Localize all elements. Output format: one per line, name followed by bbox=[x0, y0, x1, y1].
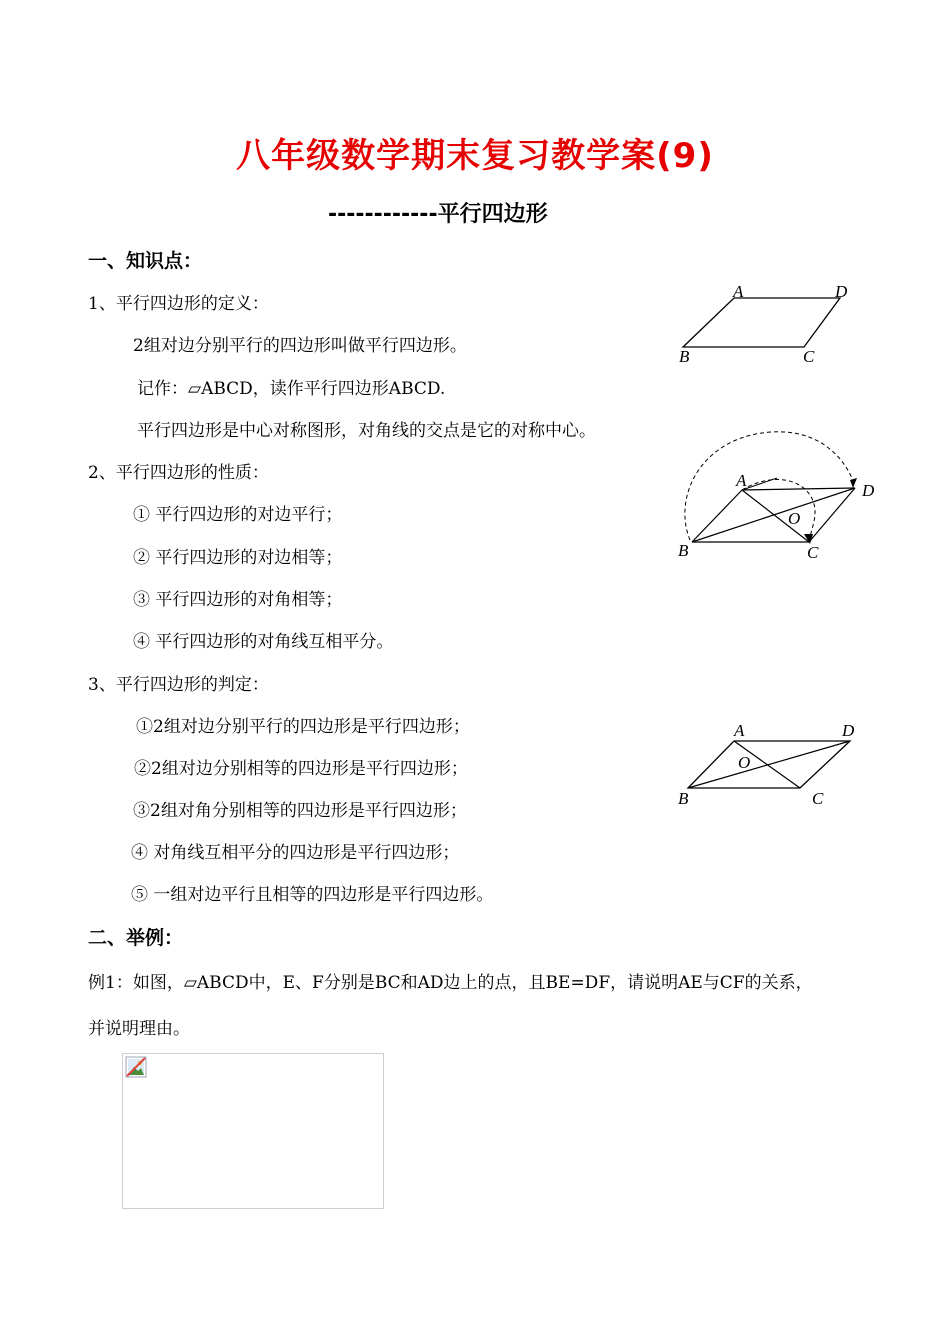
property-item: ③ 平行四边形的对角相等； bbox=[133, 590, 343, 610]
property-item: ① 平行四边形的对边平行； bbox=[133, 505, 343, 525]
criteria-item: ⑤ 一组对边平行且相等的四边形是平行四边形。 bbox=[131, 885, 494, 905]
parallelogram-shape bbox=[683, 298, 840, 347]
example-figure-placeholder bbox=[122, 1053, 384, 1209]
vertex-label-b: B bbox=[679, 347, 690, 366]
criteria-item: ④ 对角线互相平分的四边形是平行四边形； bbox=[131, 843, 460, 863]
vertex-label-a: A bbox=[733, 282, 744, 301]
diagonals-figure bbox=[672, 716, 872, 812]
vertex-label-d: D bbox=[862, 481, 875, 500]
criteria-item: ③2组对角分别相等的四边形是平行四边形； bbox=[133, 801, 467, 821]
property-item: ② 平行四边形的对边相等； bbox=[133, 548, 343, 568]
vertex-label-a: A bbox=[736, 471, 747, 490]
vertex-label-d: D bbox=[835, 282, 848, 301]
section-heading-knowledge: 一、知识点： bbox=[88, 250, 203, 272]
vertex-label-a: A bbox=[734, 721, 745, 740]
criteria-title: 3、平行四边形的判定： bbox=[88, 675, 269, 695]
vertex-label-c: C bbox=[812, 789, 824, 808]
vertex-label-d: D bbox=[842, 721, 855, 740]
vertex-label-b: B bbox=[678, 541, 689, 560]
rotation-arc bbox=[685, 432, 855, 540]
center-label-o: O bbox=[738, 753, 751, 772]
center-label-o: O bbox=[788, 509, 801, 528]
example-text-cont: 并说明理由。 bbox=[88, 1019, 190, 1039]
page-title: 八年级数学期末复习教学案(9) bbox=[236, 136, 714, 176]
vertex-label-b: B bbox=[678, 789, 689, 808]
criteria-item: ②2组对边分别相等的四边形是平行四边形； bbox=[134, 759, 468, 779]
symmetry-line: 平行四边形是中心对称图形，对角线的交点是它的对称中心。 bbox=[137, 421, 596, 441]
symmetry-figure bbox=[672, 426, 882, 566]
properties-title: 2、平行四边形的性质： bbox=[88, 463, 269, 483]
definition-line: 2组对边分别平行的四边形叫做平行四边形。 bbox=[133, 336, 467, 356]
property-item: ④ 平行四边形的对角线互相平分。 bbox=[133, 632, 394, 652]
definition-title: 1、平行四边形的定义： bbox=[88, 294, 269, 314]
arrowhead-icon bbox=[850, 478, 857, 488]
broken-image-icon bbox=[125, 1056, 147, 1078]
example-text: 例1：如图，▱ABCD中，E、F分别是BC和AD边上的点，且BE=DF，请说明AE与CF的关系， bbox=[88, 973, 813, 993]
parallelogram-figure bbox=[672, 278, 862, 370]
page-subtitle: ------------平行四边形 bbox=[328, 202, 548, 227]
section-heading-examples: 二、举例： bbox=[88, 927, 184, 949]
criteria-item: ①2组对边分别平行的四边形是平行四边形； bbox=[136, 717, 470, 737]
vertex-label-c: C bbox=[807, 543, 819, 562]
vertex-label-c: C bbox=[803, 347, 815, 366]
notation-line: 记作：▱ABCD，读作平行四边形ABCD. bbox=[137, 379, 446, 399]
